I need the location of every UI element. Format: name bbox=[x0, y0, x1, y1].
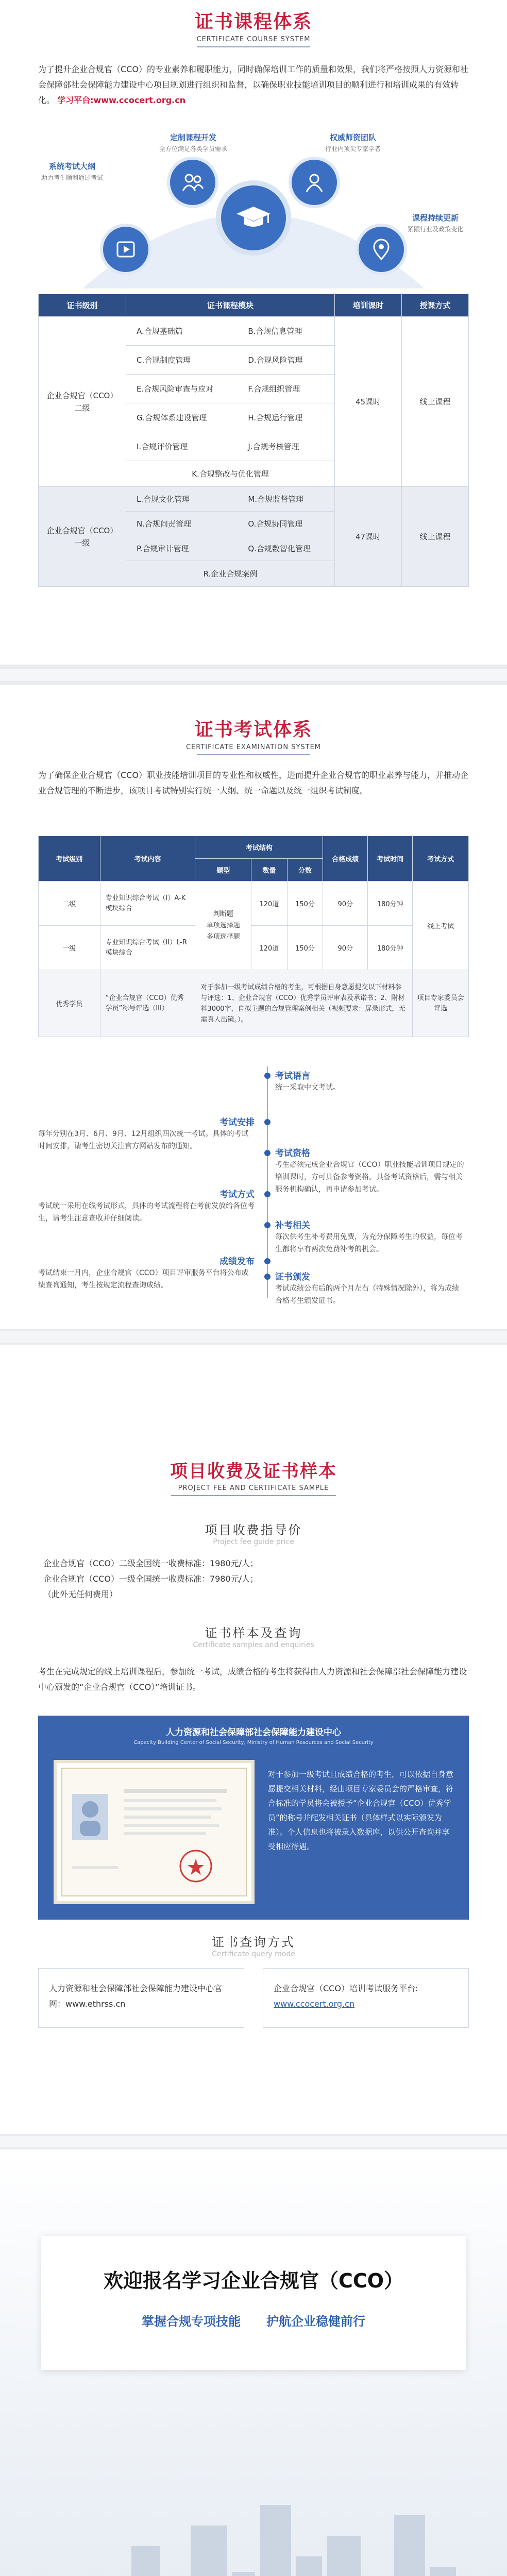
feature-4-desc: 紧跟行业及政策变化 bbox=[407, 226, 463, 233]
fees-subtitle: PROJECT FEE AND CERTIFICATE SAMPLE bbox=[178, 1484, 329, 1492]
exam-subtitle: CERTIFICATE EXAMINATION SYSTEM bbox=[185, 743, 322, 751]
course-header bbox=[0, 7, 507, 47]
course-title: 证书课程体系 bbox=[194, 11, 312, 32]
excellent-method: 项目专家委员会评选 bbox=[413, 970, 469, 1037]
th-hours: 培训课时 bbox=[335, 294, 402, 317]
tl-qual-text: 考生必须完成企业合规官（CCO）职业技能培训项目规定的培训课时，方可具备参考资格。具备考试资格后，需与相关服务机构确认，再申请参加考试。 bbox=[275, 1161, 464, 1194]
cta-card bbox=[41, 2236, 466, 2370]
tl-lang bbox=[275, 1069, 466, 1094]
tl-arrange-title: 考试安排 bbox=[219, 1117, 255, 1128]
play-icon bbox=[103, 227, 148, 272]
module-cell: M.合规监督管理 bbox=[245, 487, 334, 512]
module-cell: O.合规协同管理 bbox=[245, 512, 334, 536]
query-right-box bbox=[263, 1968, 469, 2028]
title-underline bbox=[197, 46, 310, 47]
slogan-right: 护航企业稳健前行 bbox=[266, 2314, 365, 2329]
module-cell: F.合规组织管理 bbox=[245, 375, 334, 403]
cta-headline: 欢迎报名学习企业合规官（CCO） bbox=[103, 2269, 404, 2292]
exam-level: 二级 bbox=[39, 882, 100, 926]
section-divider bbox=[0, 1329, 507, 1345]
feature-4-name: 课程持续更新 bbox=[412, 213, 459, 223]
fee-lines bbox=[43, 1556, 474, 1602]
tl-release-title: 成绩发布 bbox=[219, 1257, 255, 1267]
th-level: 证书级别 bbox=[39, 294, 126, 317]
footer-section bbox=[0, 2149, 507, 2576]
exam-score: 150分 bbox=[287, 926, 323, 970]
sample-heading bbox=[0, 1623, 507, 1649]
course-table bbox=[38, 294, 469, 587]
th-score: 分数 bbox=[287, 859, 323, 882]
tl-mode bbox=[38, 1187, 255, 1225]
exam-header bbox=[0, 715, 507, 755]
course-intro bbox=[38, 62, 469, 108]
module-cell: P.合规审计管理 bbox=[126, 536, 245, 561]
query-right-link[interactable]: www.ccocert.org.cn bbox=[274, 1999, 355, 2009]
th-exam-level: 考试级别 bbox=[39, 836, 100, 882]
course-intro-text: 为了提升企业合规官（CCO）的专业素养和履职能力，同时确保培训工作的质量和效果，我们将严格按照人力资源和社会保障部社会保障能力建设中心项目规划进行组织和监督，以确保职业技能培训项目的顺利进行和培训成果的有效转化。 bbox=[38, 64, 468, 105]
module-cell: D.合规风险管理 bbox=[245, 346, 334, 375]
section-divider bbox=[0, 665, 507, 685]
timeline-dot bbox=[264, 1258, 271, 1264]
tl-arrange bbox=[38, 1115, 255, 1153]
cert-header-en: Capacity Building Center of Social Security, Ministry of Human Resources and Social Security bbox=[133, 1740, 374, 1745]
tl-lang-title: 考试语言 bbox=[275, 1071, 310, 1081]
query-left-box bbox=[38, 1968, 244, 2028]
level2-hours: 45课时 bbox=[335, 317, 402, 487]
module-cell: B.合规信息管理 bbox=[245, 317, 334, 346]
fees-header bbox=[0, 1457, 507, 1496]
th-qtype: 题型 bbox=[195, 859, 251, 882]
tl-lang-text: 统一采取中文考试。 bbox=[275, 1083, 340, 1092]
qtype-item: 判断题 bbox=[213, 910, 233, 918]
fee-line-2: 企业合规官（CCO）一级全国统一收费标准：7980元/人； bbox=[43, 1574, 259, 1584]
th-exam-time: 考试时间 bbox=[368, 836, 413, 882]
timeline-dot bbox=[264, 1073, 271, 1079]
sample-text: 考生在完成规定的线上培训课程后，参加统一考试，成绩合格的考生将获得由人力资源和社会保障部社会保障能力建设中心颁发的“企业合规官（CCO）”培训证书。 bbox=[38, 1667, 467, 1692]
tl-retake-text: 每次供考生补考费用免费，为充分保障考生的权益，每位考生都将享有两次免费补考的机会。 bbox=[275, 1233, 463, 1253]
certificate-card bbox=[38, 1716, 469, 1920]
query-title: 证书查询方式 bbox=[212, 1935, 295, 1950]
module-cell: J.合规考核管理 bbox=[245, 432, 334, 461]
certificate-sample-image bbox=[54, 1760, 255, 1904]
excellent-detail: 对于参加一级考试成绩合格的考生，可根据自身意愿提交以下材料参与评选：1、企业合规官（CCO）优秀学员评审表及承诺书；2、附材料3000字，自拟主题的合规管理案例相关（视频要求：屏录形式，无需真人出镜。）。 bbox=[195, 970, 413, 1037]
query-left-text: 人力资源和社会保障部社会保障能力建设中心官网：www.ethrss.cn bbox=[49, 1984, 223, 2009]
tl-cert bbox=[275, 1269, 466, 1307]
users-icon bbox=[170, 160, 215, 205]
tl-cert-title: 证书颁发 bbox=[275, 1272, 310, 1282]
fee-line-3: （此外无任何费用） bbox=[43, 1589, 118, 1599]
cert-card-header bbox=[38, 1725, 469, 1745]
th-exam-structure: 考试结构 bbox=[195, 836, 323, 859]
tl-release bbox=[38, 1254, 255, 1292]
query-heading bbox=[0, 1932, 507, 1958]
module-cell: E.合规风险审查与应对 bbox=[126, 375, 245, 403]
exam-score: 150分 bbox=[287, 882, 323, 926]
module-cell: Q.合规数智化管理 bbox=[245, 536, 334, 561]
fees-section bbox=[0, 1345, 507, 2138]
tl-mode-text: 考试统一采用在线考试形式，具体的考试流程将在考前发放给各位考生，请考生注意查收并仔细阅读。 bbox=[38, 1202, 255, 1223]
graduation-cap-icon bbox=[221, 185, 286, 250]
feature-2-name: 权威师资团队 bbox=[329, 133, 376, 142]
module-cell: N.合规问责管理 bbox=[126, 512, 245, 536]
query-en: Certificate query mode bbox=[212, 1950, 295, 1958]
exam-section bbox=[0, 690, 507, 1324]
tl-qual bbox=[275, 1146, 466, 1196]
level1-hours: 47课时 bbox=[335, 487, 402, 587]
feature-1-desc: 全方位满足各类学员需求 bbox=[159, 145, 227, 152]
module-cell: A.合规基础篇 bbox=[126, 317, 245, 346]
table-row bbox=[39, 970, 469, 1037]
cert-header: 人力资源和社会保障部社会保障能力建设中心 bbox=[166, 1727, 341, 1738]
exam-table bbox=[38, 836, 469, 1037]
feature-3-desc: 助力考生顺利通过考试 bbox=[41, 174, 103, 181]
exam-pass: 90分 bbox=[323, 882, 368, 926]
module-cell: G.合规体系建设管理 bbox=[126, 403, 245, 432]
exam-qtypes bbox=[195, 882, 251, 970]
timeline-dot bbox=[264, 1119, 271, 1125]
tl-retake-title: 补考相关 bbox=[275, 1221, 310, 1231]
tl-qual-title: 考试资格 bbox=[275, 1148, 310, 1159]
exam-table-header bbox=[39, 836, 469, 859]
tl-retake bbox=[275, 1218, 466, 1256]
fees-title: 项目收费及证书样本 bbox=[170, 1461, 337, 1482]
th-exam-pass: 合格成绩 bbox=[323, 836, 368, 882]
timeline-dot bbox=[264, 1191, 271, 1197]
tl-cert-text: 考试成绩公布后的两个月左右（特殊情况除外），将为成绩合格考生颁发证书。 bbox=[275, 1284, 459, 1305]
sample-title: 证书样本及查询 bbox=[205, 1626, 302, 1640]
course-subtitle: CERTIFICATE COURSE SYSTEM bbox=[196, 36, 311, 43]
exam-intro: 为了确保企业合规官（CCO）职业技能培训项目的专业性和权威性，进而提升企业合规官的职业素养与能力，并推动企业合规管理的不断进步，该项目考试特别实行统一大纲、统一命题以及统一组织考试制度。 bbox=[38, 770, 468, 795]
sample-en: Certificate samples and enquiries bbox=[193, 1641, 314, 1649]
title-underline bbox=[197, 754, 310, 755]
exam-time: 180分钟 bbox=[368, 882, 413, 926]
module-cell: I.合规评价管理 bbox=[126, 432, 245, 461]
section-divider bbox=[0, 2134, 507, 2149]
timeline-dot bbox=[264, 1274, 271, 1280]
qtype-item: 单项选择题 bbox=[206, 921, 240, 929]
guide-heading bbox=[0, 1520, 507, 1546]
table-row bbox=[39, 882, 469, 926]
exam-content: 专业知识综合考试（I）A-K模块综合 bbox=[100, 882, 195, 926]
city-skyline-image bbox=[0, 2422, 507, 2576]
th-mode: 授课方式 bbox=[402, 294, 469, 317]
cta-slogan bbox=[41, 2311, 466, 2329]
tl-mode-title: 考试方式 bbox=[219, 1190, 255, 1200]
module-cell: R.企业合规案例 bbox=[126, 561, 335, 587]
feature-1-name: 定制课程开发 bbox=[170, 133, 216, 142]
level2-name: 企业合规官（CCO）二级 bbox=[39, 317, 126, 487]
guide-title: 项目收费指导价 bbox=[205, 1523, 302, 1537]
th-module: 证书课程模块 bbox=[126, 294, 335, 317]
level2-mode: 线上课程 bbox=[402, 317, 469, 487]
th-exam-method: 考试方式 bbox=[413, 836, 469, 882]
query-right-label: 企业合规官（CCO）培训考试服务平台: bbox=[274, 1984, 418, 1993]
slogan-left: 掌握合规专项技能 bbox=[142, 2314, 241, 2329]
th-exam-content: 考试内容 bbox=[100, 836, 195, 882]
table-row bbox=[39, 487, 469, 512]
excellent-content: “企业合规官（CCO）优秀学员”称号评选（III） bbox=[100, 970, 195, 1037]
table-row bbox=[39, 926, 469, 970]
module-cell: H.合规运行管理 bbox=[245, 403, 334, 432]
location-icon bbox=[359, 227, 404, 272]
course-section bbox=[0, 0, 507, 654]
level1-mode: 线上课程 bbox=[402, 487, 469, 587]
module-cell: K.合规整改与优化管理 bbox=[126, 461, 335, 487]
tl-arrange-text: 每年分别在3月、6月、9月、12月组织四次统一考试。具体的考试时间安排，请考生密切关注官方网站发布的通知。 bbox=[38, 1130, 249, 1150]
timeline-dot bbox=[264, 1150, 271, 1156]
exam-pass: 90分 bbox=[323, 926, 368, 970]
platform-url[interactable]: www.ccocert.org.cn bbox=[93, 95, 186, 105]
expert-icon bbox=[292, 160, 337, 205]
cert-desc: 对于参加一级考试且成绩合格的考生，可以依据自身意愿提交相关材料，经由项目专家委员会的严格审查，符合标准的学员将会被授予“企业合规官（CCO）优秀学员”的称号并配发相关证书（具体样式以实际颁发为准）。个人信息也将被录入数据库，以供公开查询并享受相应待遇。 bbox=[268, 1770, 454, 1851]
feature-2-desc: 行业内顶尖专家学者 bbox=[325, 145, 381, 152]
th-count: 数量 bbox=[251, 859, 288, 882]
exam-level: 一级 bbox=[39, 926, 100, 970]
level1-name: 企业合规官（CCO）一级 bbox=[39, 487, 126, 587]
title-underline bbox=[171, 1495, 336, 1496]
exam-count: 120道 bbox=[251, 926, 288, 970]
exam-method: 线上考试 bbox=[413, 882, 469, 970]
exam-time: 180分钟 bbox=[368, 926, 413, 970]
table-row bbox=[39, 317, 469, 346]
feature-3-name: 系统考试大纲 bbox=[48, 162, 95, 171]
exam-count: 120道 bbox=[251, 882, 288, 926]
tl-release-text: 考试结束一月内，企业合规官（CCO）项目评审服务平台将公布成绩查询通知，考生按规定流程查询成绩。 bbox=[38, 1269, 249, 1290]
platform-label: 学习平台: bbox=[57, 95, 94, 105]
exam-content: 专业知识综合考试（II）L-R模块综合 bbox=[100, 926, 195, 970]
module-cell: L.合规文化管理 bbox=[126, 487, 245, 512]
qtype-item: 多项选择题 bbox=[206, 933, 240, 941]
exam-timeline bbox=[38, 1061, 469, 1319]
guide-en: Project fee guide price bbox=[213, 1538, 294, 1546]
module-cell: C.合规制度管理 bbox=[126, 346, 245, 375]
fee-line-1: 企业合规官（CCO）二级全国统一收费标准：1980元/人； bbox=[43, 1558, 259, 1568]
course-table-header bbox=[39, 294, 469, 317]
course-features bbox=[0, 118, 507, 294]
timeline-dot bbox=[264, 1222, 271, 1228]
exam-title: 证书考试体系 bbox=[194, 719, 312, 740]
excellent-level: 优秀学员 bbox=[39, 970, 100, 1037]
